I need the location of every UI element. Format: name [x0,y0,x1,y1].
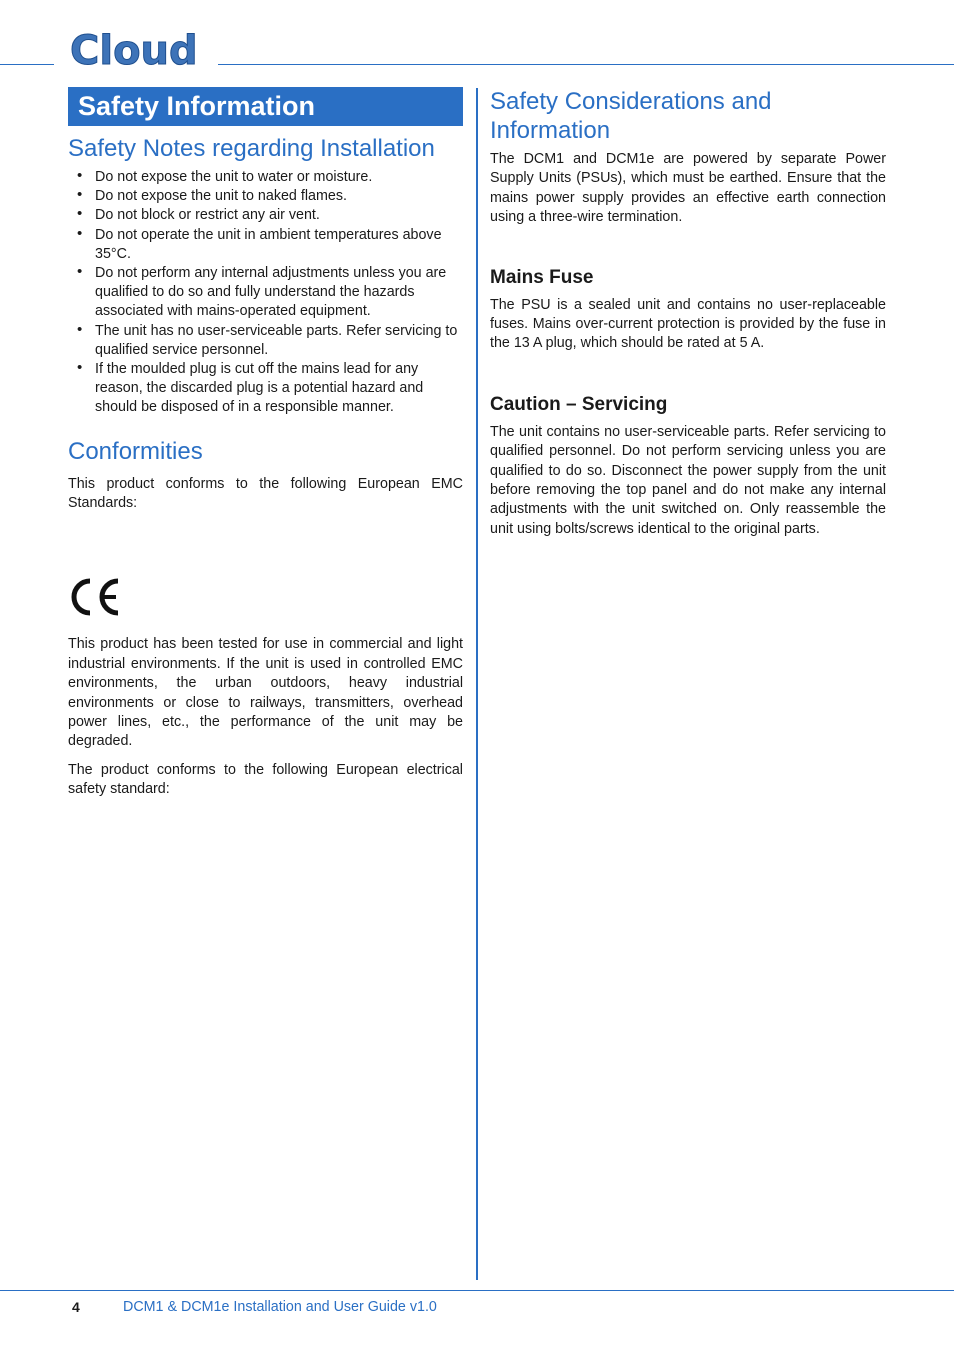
list-item: • Do not operate the unit in ambient temperatures above 35°C. [68,226,461,264]
header-rule-right [218,64,954,65]
list-item: • Do not perform any internal adjustments unless you are qualified to do so and fully understand the hazards associated with mains-operated equipment. [68,264,461,322]
logo-text: Cloud [70,28,198,70]
ce-mark-icon [68,577,122,617]
conformities-paragraph: This product conforms to the following European EMC Standards: [68,475,463,512]
installation-heading: Safety Notes regarding Installation [68,135,435,162]
left-column [68,87,463,800]
caution-paragraph: The unit contains no user-serviceable parts. Refer servicing to qualified personnel. Do not perform servicing unless you are qualified to do so. Disconnect the power supply from the unit before removing the top panel and do not make any internal adjustments with the unit switched on. Only reassemble the unit using bolts/screws identical to the original parts. [490,423,886,537]
mains-fuse-heading: Mains Fuse [490,266,594,288]
right-column [490,87,886,539]
emc-environment-paragraph: This product has been tested for use in commercial and light industrial environments. If the unit is used in controlled EMC environments, the urban outdoors, heavy industrial environments or close to railways, transmitters, overhead power lines, etc., the performance of the unit may be degraded. [68,636,463,750]
mains-fuse-paragraph: The PSU is a sealed unit and contains no user-replaceable fuses. Mains over-current protection is provided by the fuse in the 13 A plug, which should be rated at 5 A. [490,296,886,352]
header-rule-left [0,64,54,65]
list-item: • Do not expose the unit to naked flames. [68,187,461,206]
column-divider [476,88,478,1280]
list-item: • Do not block or restrict any air vent. [68,206,461,225]
installation-list [68,168,463,418]
cloud-logo [68,28,204,70]
footer-rule [0,1290,954,1291]
list-item: • The unit has no user-serviceable parts. Refer servicing to qualified service personnel. [68,322,461,360]
list-item: • Do not expose the unit to water or moisture. [68,168,461,187]
list-item: • If the moulded plug is cut off the mains lead for any reason, the discarded plug is a potential hazard and should be disposed of in a responsible manner. [68,360,461,418]
considerations-heading: Safety Considerations and Information [490,88,772,144]
page-number: 4 [72,1299,80,1315]
footer-doc-title: DCM1 & DCM1e Installation and User Guide v1.0 [123,1299,437,1315]
conformities-heading: Conformities [68,437,203,465]
safety-standard-paragraph: The product conforms to the following European electrical safety standard: [68,761,463,798]
section-banner: Safety Information [68,87,463,126]
caution-heading: Caution – Servicing [490,393,668,415]
considerations-paragraph: The DCM1 and DCM1e are powered by separate Power Supply Units (PSUs), which must be earthed. Ensure that the mains power supply provides an effective earth connection using a three-wire termination. [490,151,886,226]
